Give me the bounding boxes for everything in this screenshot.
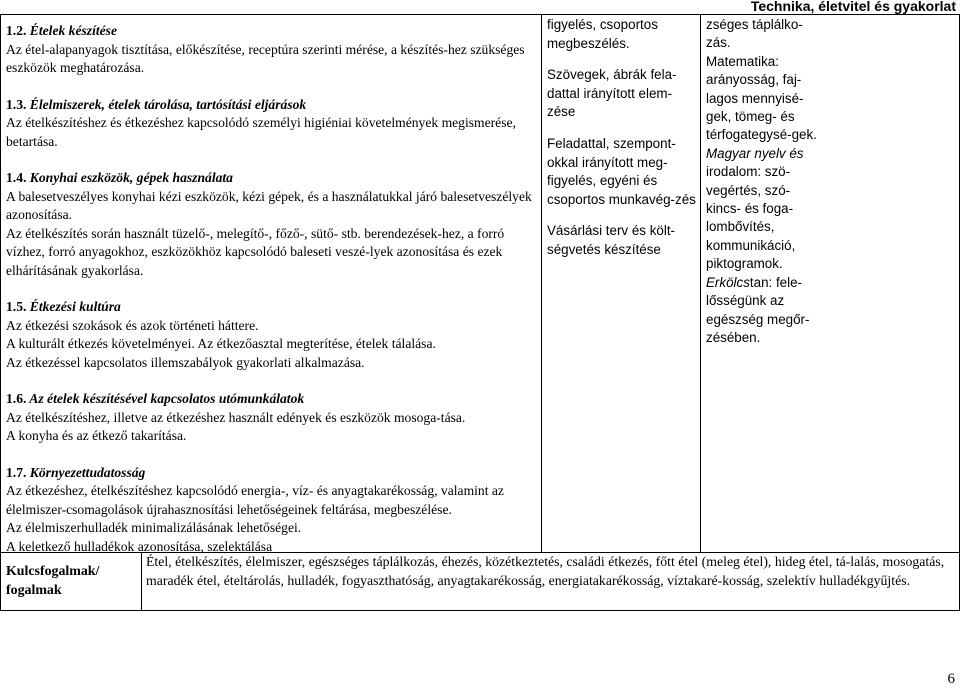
keywords-text: Étel, ételkészítés, élelmiszer, egészséges táplálkozás, éhezés, közétkeztetés, családi étkezés, főtt étel (meleg étel), hideg étel, tá-lalás, mosogatás, maradék étel, ételtárolás, hulladék, fogyaszthatóság, anyagtakarékosság, energiatakarékosság, víztakaré-kosság, szelektív hulladékgyűjtés. <box>146 554 945 588</box>
section-title: 1.7. Környezettudatosság <box>6 464 146 480</box>
header-title-tail: Technika, életvitel és gyakorlat <box>750 0 956 14</box>
connection-text: Magyar nyelv és irodalom: szö-vegértés, szó-kincs- és foga-lombővítés, kommunikáció, piktogramok. <box>706 145 804 272</box>
connection-text: zséges táplálko-zás. <box>706 17 803 51</box>
content-column <box>6 22 538 556</box>
section-text: A balesetveszélyes konyhai kézi eszközök, kézi gépek, és a használatukkal járó balesetveszélyek azonosítása. <box>6 188 532 222</box>
section-1-2 <box>6 22 538 78</box>
section-title: 1.2. Ételek készítése <box>6 23 118 38</box>
section-text: Az étkezéshez, ételkészítéshez kapcsolódó energia-, víz- és anyagtakarékosság, valamint az élelmiszer-csomagolások újrahasznosítási lehetőségeinek feltárása, megbeszélése. <box>6 483 504 517</box>
table-border <box>0 610 960 611</box>
connection-text: Erkölcstan: fele-lősségünk az egészség megőr-zésében. <box>706 274 810 345</box>
table-border <box>141 552 142 610</box>
section-text: Az élelmiszerhulladék minimalizálásának lehetőségei. <box>6 520 302 535</box>
section-title: 1.5. Étkezési kultúra <box>6 299 121 314</box>
section-text: Az ételkészítéshez, illetve az étkezéshez használt edények és eszközök mosoga-tása. <box>6 409 466 425</box>
section-text: Az ételkészítés során használt tüzelő-, melegítő-, főző-, sütő- stb. berendezések-hez, a forró vízhez, forró anyagokhoz, eszközökhöz kapcsolódó baleseti veszé-lyek azonosítása és ezek elhárításának gyakorlása. <box>6 225 505 278</box>
activity-item: figyelés, csoportos megbeszélés. <box>547 17 658 51</box>
section-text: A kulturált étkezés követelményei. Az étkezőasztal megterítése, ételek tálalása. <box>6 336 436 351</box>
keywords-label: Kulcsfogalmak/ fogalmak <box>6 564 100 598</box>
section-title: 1.3. Élelmiszerek, ételek tárolása, tartósítási eljárások <box>6 96 307 112</box>
section-title: 1.4. Konyhai eszközök, gépek használata <box>6 170 233 185</box>
section-1-4 <box>6 169 538 280</box>
activity-item: Feladattal, szempont-okkal irányított meg-figyelés, egyéni és csoportos munkavég-zés <box>547 135 696 207</box>
connection-text: Matematika: arányosság, faj-lagos mennyisé-gek, tömeg- és térfogategysé-gek. <box>706 53 817 143</box>
section-text: A konyha és az étkező takarítása. <box>6 428 187 443</box>
table-border <box>0 14 1 610</box>
section-1-5 <box>6 298 538 372</box>
section-text: A keletkező hulladékok azonosítása, szelektálása <box>6 538 273 554</box>
subject-name: Magyar nyelv és <box>706 145 804 161</box>
subject-name: Erkölcs <box>706 274 750 290</box>
section-text: Az étkezéssel kapcsolatos illemszabályok gyakorlati alkalmazása. <box>6 354 365 370</box>
section-1-7 <box>6 464 538 557</box>
page-number: 6 <box>947 671 955 687</box>
section-title: 1.6. Az ételek készítésével kapcsolatos utómunkálatok <box>6 391 305 406</box>
table-border <box>0 14 960 15</box>
section-text: Az étkezési szokások és azok történeti háttere. <box>6 317 259 333</box>
table-border <box>700 14 701 552</box>
activity-item: Szövegek, ábrák fela-dattal irányított elem-zése <box>547 67 677 120</box>
section-1-3 <box>6 96 538 152</box>
section-text: Az étel-alapanyagok tisztítása, előkészítése, receptúra szerinti mérése, a készítés-hez szükséges eszközök meghatározása. <box>6 41 525 75</box>
activities-column <box>547 16 697 273</box>
table-border <box>541 14 542 552</box>
section-text: Az ételkészítéshez és étkezéshez kapcsolódó személyi higiéniai követelmények megismerése, betartása. <box>6 115 516 149</box>
connections-column <box>706 16 818 347</box>
activity-item: Vásárlási terv és költ-ségvetés készítése <box>547 223 675 257</box>
section-1-6 <box>6 390 538 446</box>
